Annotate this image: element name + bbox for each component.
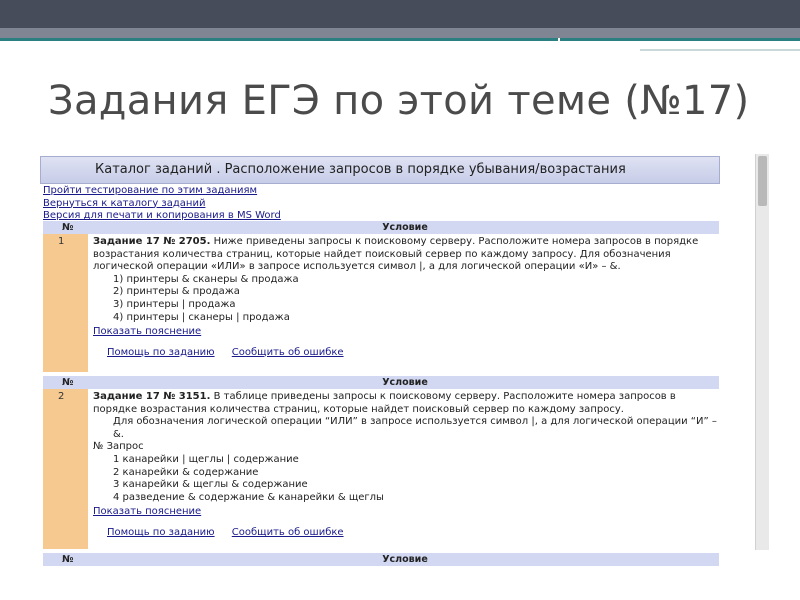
slide-top-bar xyxy=(0,0,800,28)
catalog-links xyxy=(43,185,281,223)
back-to-catalog-link[interactable]: Вернуться к каталогу заданий xyxy=(43,197,206,209)
catalog-header: Каталог заданий . Расположение запросов в порядке убывания/возрастания xyxy=(40,156,720,184)
accent-line xyxy=(560,38,800,41)
task-title: Задание 17 № 3151. xyxy=(93,391,211,402)
table-header xyxy=(43,376,719,389)
list-item: 3) принтеры | продажа xyxy=(113,298,236,310)
task-actions xyxy=(93,527,719,540)
col-condition-header: Условие xyxy=(382,554,428,565)
task-help-link[interactable]: Помощь по заданию xyxy=(107,526,215,538)
col-condition-header: Условие xyxy=(382,222,428,233)
vertical-scrollbar[interactable] xyxy=(755,154,769,550)
table-row xyxy=(43,389,719,549)
print-version-link[interactable]: Версия для печати и копирования в MS Word xyxy=(43,210,281,221)
task-number: 2 xyxy=(43,389,88,549)
list-item: 4) принтеры | сканеры | продажа xyxy=(113,311,290,323)
task-number: 1 xyxy=(43,234,88,372)
task-description: В таблице приведены запросы к поисковому серверу. Расположите номера запросов в порядке возрастания количества страниц, которые найдет поисковый сервер по каждому запросу. xyxy=(93,391,676,415)
task-body xyxy=(91,389,719,549)
report-error-link[interactable]: Сообщить об ошибке xyxy=(231,526,344,538)
query-table-header: № Запрос xyxy=(93,441,144,453)
report-error-link[interactable]: Сообщить об ошибке xyxy=(231,346,344,358)
list-item: 3 канарейки & щеглы & содержание xyxy=(113,479,308,491)
task-text xyxy=(93,236,719,274)
col-num-header: № xyxy=(62,377,74,388)
task-help-link[interactable]: Помощь по заданию xyxy=(107,346,215,358)
show-explanation-link[interactable]: Показать пояснение xyxy=(93,326,202,338)
col-num-header: № xyxy=(62,554,74,565)
list-item: 1) принтеры & сканеры & продажа xyxy=(113,273,299,285)
task-actions xyxy=(93,347,719,360)
scrollbar-thumb[interactable] xyxy=(758,156,767,206)
table-row xyxy=(43,234,719,372)
list-item: 2 канарейки & содержание xyxy=(113,466,259,478)
list-item: 1 канарейки | щеглы | содержание xyxy=(113,453,299,465)
task-description: Ниже приведены запросы к поисковому серверу. Расположите номера запросов в порядке возрастания количества страниц, которые найдет поисковый сервер по каждому запросу. Для обозначения логической операции «ИЛИ» в запросе используется символ |, а для логической операции «И» – &. xyxy=(93,236,699,273)
show-explanation-link[interactable]: Показать пояснение xyxy=(93,506,202,518)
task-text xyxy=(93,391,719,416)
col-condition-header: Условие xyxy=(382,377,428,388)
list-item: 2) принтеры & продажа xyxy=(113,286,240,298)
table-header xyxy=(43,553,719,566)
table-header xyxy=(43,221,719,234)
task-body xyxy=(91,234,719,372)
tasks-table xyxy=(43,221,719,566)
task-title: Задание 17 № 2705. xyxy=(93,236,211,247)
accent-line xyxy=(0,38,558,41)
list-item: 4 разведение & содержание & канарейки & щеглы xyxy=(113,491,384,503)
task-note: Для обозначения логической операции “ИЛИ” в запросе используется символ |, а для логической операции “И” – &. xyxy=(113,416,717,440)
col-num-header: № xyxy=(62,222,74,233)
slide-top-band xyxy=(0,28,800,38)
webpage-screenshot xyxy=(35,154,769,565)
take-test-link[interactable]: Пройти тестирование по этим заданиям xyxy=(43,185,258,196)
decor-line xyxy=(640,49,800,51)
slide-title: Задания ЕГЭ по этой теме (№17) xyxy=(48,78,750,124)
